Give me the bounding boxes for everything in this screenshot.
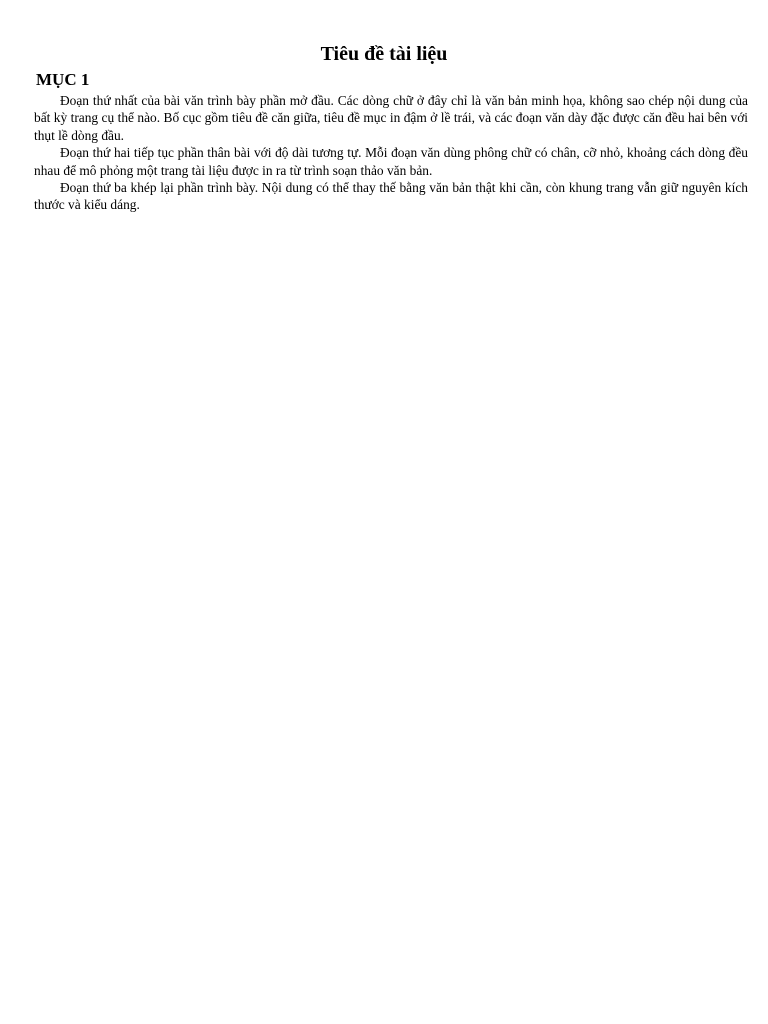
paragraph-2: Đoạn thứ hai tiếp tục phần thân bài với độ dài tương tự. Mỗi đoạn văn dùng phông chữ có chân, cỡ nhỏ, khoảng cách dòng đều nhau để mô phỏng một trang tài liệu được in ra từ trình soạn thảo văn bản. xyxy=(34,145,748,178)
document-title: Tiêu đề tài liệu xyxy=(320,43,448,65)
document-body xyxy=(34,92,748,214)
paragraph-1: Đoạn thứ nhất của bài văn trình bày phần mở đầu. Các dòng chữ ở đây chỉ là văn bản minh họa, không sao chép nội dung của bất kỳ trang cụ thể nào. Bố cục gồm tiêu đề căn giữa, tiêu đề mục in đậm ở lề trái, và các đoạn văn dày đặc được căn đều hai bên với thụt lề dòng đầu. xyxy=(34,93,748,143)
section-heading: MỤC 1 xyxy=(36,70,90,89)
paragraph-3: Đoạn thứ ba khép lại phần trình bày. Nội dung có thể thay thế bằng văn bản thật khi cần, còn khung trang vẫn giữ nguyên kích thước và kiểu dáng. xyxy=(34,180,748,213)
